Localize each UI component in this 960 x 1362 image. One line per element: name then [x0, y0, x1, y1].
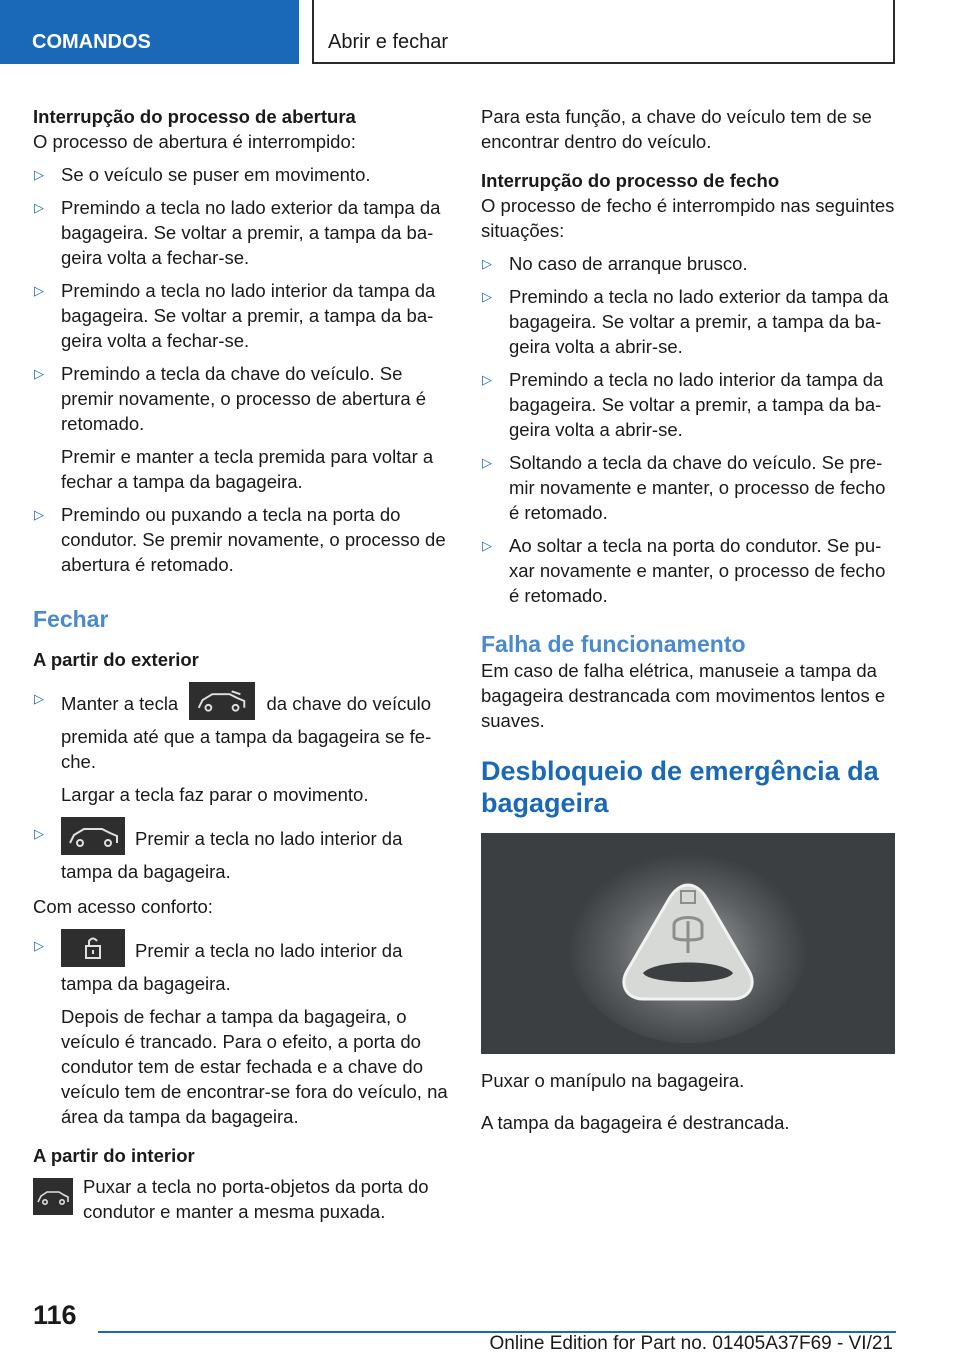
right-column — [481, 104, 897, 1135]
paragraph-key-inside: Para esta função, a chave do veículo tem de se encontrar dentro do veículo. — [481, 106, 872, 152]
triangle-bullet-icon: ▷ — [34, 200, 44, 215]
list-item-text: Premindo a tecla da chave do veículo. Se premir novamente, o processo de abertura é retomado. — [61, 363, 427, 434]
list-item — [33, 195, 451, 270]
comf1-text: Premir a tecla no lado interior da tampa da bagageira. — [61, 939, 403, 994]
ext2-text: Premir a tecla no lado interior da tampa da bagageira. — [61, 827, 403, 882]
heading-from-interior: A partir do interior — [33, 1145, 195, 1166]
car-tailgate-icon — [189, 682, 255, 720]
triangle-bullet-icon: ▷ — [34, 826, 44, 841]
list-item-text: Soltando a tecla da chave do veículo. Se premir novamente e manter, o processo de fecho é retomado. — [509, 452, 886, 523]
list-item-text — [61, 686, 451, 774]
list-item-text: Premindo a tecla no lado interior da tampa da bagageira. Se voltar a premir, a tampa da bageira volta a fechar-se. — [61, 280, 436, 351]
list-item — [481, 533, 897, 608]
list-item — [33, 502, 451, 577]
paragraph-interrupt-close: O processo de fecho é interrompido nas seguintes situações: — [481, 195, 895, 241]
triangle-bullet-icon: ▷ — [482, 372, 492, 387]
emergency-release-handle-photo — [481, 833, 895, 1054]
list-item — [481, 284, 897, 359]
ext1-after: da chave do veículo premida até que a tampa da bagageira se feche. — [61, 692, 432, 772]
triangle-bullet-icon: ▷ — [34, 283, 44, 298]
triangle-bullet-icon: ▷ — [34, 366, 44, 381]
page-number: 116 — [33, 1300, 77, 1330]
ext1-before: Manter a tecla — [61, 692, 179, 714]
list-item — [33, 821, 451, 884]
list-item-subtext: Largar a tecla faz parar o movimento. — [61, 784, 369, 805]
list-item — [33, 278, 451, 353]
heading-malfunction: Falha de funcionamento — [481, 631, 746, 657]
car-tailgate-icon — [61, 817, 125, 855]
heading-fechar: Fechar — [33, 606, 109, 632]
triangle-bullet-icon: ▷ — [34, 938, 44, 953]
triangle-bullet-icon: ▷ — [482, 256, 492, 271]
list-item — [33, 361, 451, 494]
heading-emergency-release: Desbloqueio de emergência da bagageira — [481, 756, 879, 818]
list-item-text: Ao soltar a tecla na porta do condutor. Se puxar novamente e manter, o processo de fecho é retomado. — [509, 535, 886, 606]
heading-interrupt-open: Interrupção do processo de abertura — [33, 106, 356, 127]
left-column — [33, 104, 451, 1224]
list-item-text: No caso de arranque brusco. — [509, 253, 748, 274]
list-item-text — [61, 821, 451, 884]
paragraph-malfunction: Em caso de falha elétrica, manuseie a tampa da bagageira destrancada com movimentos lentos e suaves. — [481, 660, 886, 731]
interior-text: Puxar a tecla no porta-objetos da porta do condutor e manter a mesma puxada. — [83, 1176, 429, 1222]
paragraph-interrupt-open: O processo de abertura é interrompido: — [33, 131, 356, 152]
list-item-text: Premindo a tecla no lado exterior da tampa da bagageira. Se voltar a premir, a tampa da bageira volta a abrir-se. — [509, 286, 889, 357]
lock-icon — [61, 929, 125, 967]
list-item — [33, 686, 451, 807]
car-tailgate-icon — [33, 1178, 73, 1215]
triangle-bullet-icon: ▷ — [482, 455, 492, 470]
triangle-bullet-icon: ▷ — [34, 691, 44, 706]
list-item — [33, 933, 451, 1129]
list-item-text — [61, 933, 451, 996]
triangle-bullet-icon: ▷ — [482, 289, 492, 304]
list-item-subtext: Premir e manter a tecla premida para voltar a fechar a tampa da bagageira. — [61, 446, 434, 492]
emergency-handle-illustration — [481, 833, 895, 1054]
footer-edition: Online Edition for Part no. 01405A37F69 - VI/21 — [489, 1333, 893, 1354]
list-item-subtext: Depois de fechar a tampa da bagageira, o veículo é trancado. Para o efeito, a porta do condutor tem de estar fechada e a chave do veículo tem de encontrar-se fora do veículo, na área da tampa da bagageira. — [61, 1006, 448, 1127]
list-item — [481, 251, 897, 276]
heading-interrupt-close: Interrupção do processo de fecho — [481, 170, 780, 191]
list-item — [481, 367, 897, 442]
triangle-bullet-icon: ▷ — [34, 167, 44, 182]
caption-tailgate-unlocked: A tampa da bagageira é destrancada. — [481, 1112, 790, 1133]
list-item-text: Se o veículo se puser em movimento. — [61, 164, 371, 185]
interior-instruction — [33, 1174, 451, 1224]
caption-pull-handle: Puxar o manípulo na bagageira. — [481, 1070, 745, 1091]
page-header-title: Abrir e fechar — [312, 0, 895, 64]
list-item — [481, 450, 897, 525]
section-tab: COMANDOS — [0, 0, 299, 64]
list-item-text: Premindo a tecla no lado interior da tampa da bagageira. Se voltar a premir, a tampa da bageira volta a abrir-se. — [509, 369, 884, 440]
triangle-bullet-icon: ▷ — [482, 538, 492, 553]
heading-from-exterior: A partir do exterior — [33, 649, 199, 670]
triangle-bullet-icon: ▷ — [34, 507, 44, 522]
list-item-text: Premindo ou puxando a tecla na porta do condutor. Se premir novamente, o processo de abertura é retomado. — [61, 504, 446, 575]
list-item — [33, 162, 451, 187]
paragraph-comfort-access: Com acesso conforto: — [33, 896, 213, 917]
list-item-text: Premindo a tecla no lado exterior da tampa da bagageira. Se voltar a premir, a tampa da bageira volta a fechar-se. — [61, 197, 441, 268]
